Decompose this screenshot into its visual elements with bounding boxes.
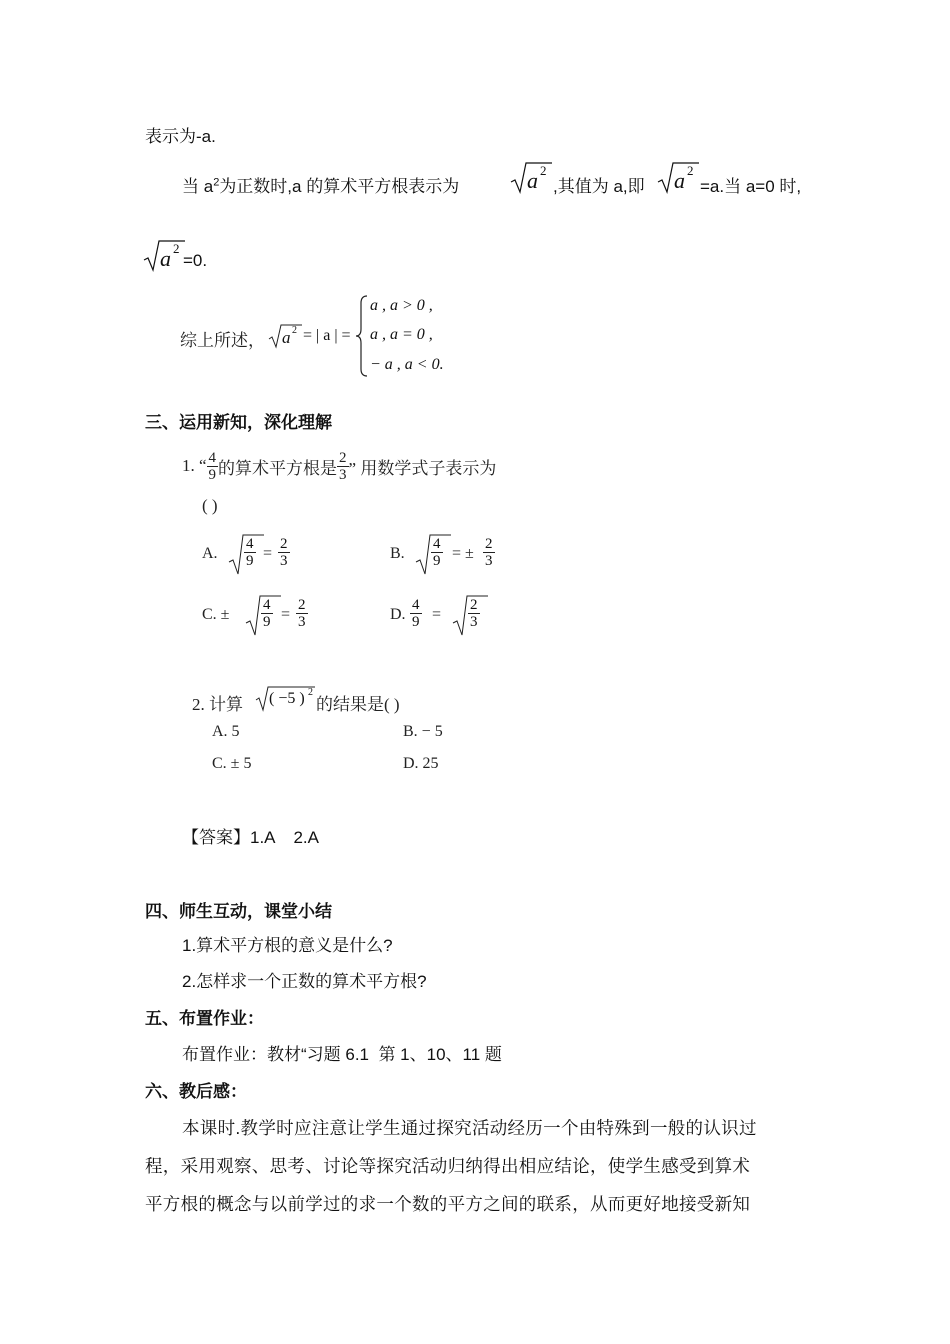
summary-equals: = | a | =	[303, 327, 351, 344]
fraction: $\frac{2}{3}$	[485, 536, 493, 569]
reflection-line: 平方根的概念与以前学过的求一个数的平方之间的联系，从而更好地接受新知	[145, 1194, 751, 1214]
option-d: D. 25	[403, 755, 439, 772]
option-a: A. 5	[212, 723, 240, 740]
answer-blank: ( )	[202, 496, 218, 515]
case-line: − a , a < 0.	[370, 356, 444, 373]
question-2-lead: 2. 计算	[192, 695, 243, 714]
paragraph-text: 表示为-a.	[145, 127, 216, 146]
paragraph-text: ,其值为 a,即	[553, 177, 645, 196]
fraction: $\frac{4}{9}$	[412, 597, 420, 630]
option-b: B. − 5	[403, 723, 443, 740]
section-heading: 五、布置作业：	[145, 1009, 264, 1028]
question-1-stem: 1. “ $\frac{4}{9}$ 的算术平方根是 $\frac{2}{3}$ ” 用数学式子表示为	[182, 449, 497, 483]
fraction: $\frac{4}{9}$	[263, 597, 271, 630]
sqrt-formula: ( −5 ) 2	[255, 684, 315, 712]
list-item: 2.怎样求一个正数的算术平方根?	[182, 972, 427, 991]
reflection-line: 本课时.教学时应注意让学生通过探究活动经历一个由特殊到一般的认识过	[182, 1118, 757, 1138]
fraction: $\frac{4}{9}$	[246, 536, 254, 569]
question-2-tail: 的结果是( )	[316, 695, 400, 714]
option-label: A.	[202, 545, 218, 562]
sqrt-a-squared-formula: a 2	[143, 238, 185, 272]
fraction: $\frac{4}{9}$	[433, 536, 441, 569]
fraction: $\frac{4}{9}$	[208, 449, 217, 483]
sqrt-fraction	[228, 532, 266, 576]
homework-text: 布置作业：教材“习题 6.1 第 1、10、11 题	[182, 1045, 502, 1064]
section-heading: 四、师生互动，课堂小结	[145, 902, 332, 921]
option-label: D.	[390, 606, 406, 623]
sqrt-fraction	[452, 593, 490, 637]
option-c: C. ± 5	[212, 755, 252, 772]
equals-sign: =	[432, 606, 442, 623]
case-line: a , a > 0 ,	[370, 297, 433, 314]
sqrt-a-squared-formula: a 2	[510, 160, 552, 194]
fraction: $\frac{2}{3}$	[280, 536, 288, 569]
section-heading: 六、教后感：	[145, 1082, 247, 1101]
case-line: a , a = 0 ,	[370, 326, 433, 343]
sqrt-a-squared-formula: a 2	[268, 322, 304, 350]
fraction: $\frac{2}{3}$	[298, 597, 306, 630]
reflection-line: 程，采用观察、思考、讨论等探究活动归纳得出相应结论，使学生感受到算术	[145, 1156, 751, 1176]
sqrt-fraction	[245, 593, 283, 637]
section-heading: 三、运用新知，深化理解	[145, 413, 332, 432]
fraction: $\frac{2}{3}$	[339, 449, 347, 483]
option-label: B.	[390, 545, 405, 562]
option-label: C. ±	[202, 606, 230, 623]
equals-sign: =	[281, 606, 291, 623]
answer-key: 【答案】1.A 2.A	[182, 828, 319, 847]
equals-plus-minus: = ±	[452, 545, 474, 562]
sqrt-fraction	[415, 532, 453, 576]
fraction: $\frac{2}{3}$	[470, 597, 478, 630]
sqrt-a-squared-formula: a 2	[657, 160, 699, 194]
summary-lead: 综上所述，	[180, 331, 265, 350]
paragraph-text: =a.当 a=0 时,	[700, 177, 802, 196]
paragraph-text: =0.	[183, 251, 208, 270]
list-item: 1.算术平方根的意义是什么?	[182, 936, 393, 955]
left-brace	[355, 295, 369, 377]
paragraph-text: 当 $a^2$为正数时,a 的算术平方根表示为	[182, 176, 460, 196]
equals-sign: =	[263, 545, 273, 562]
